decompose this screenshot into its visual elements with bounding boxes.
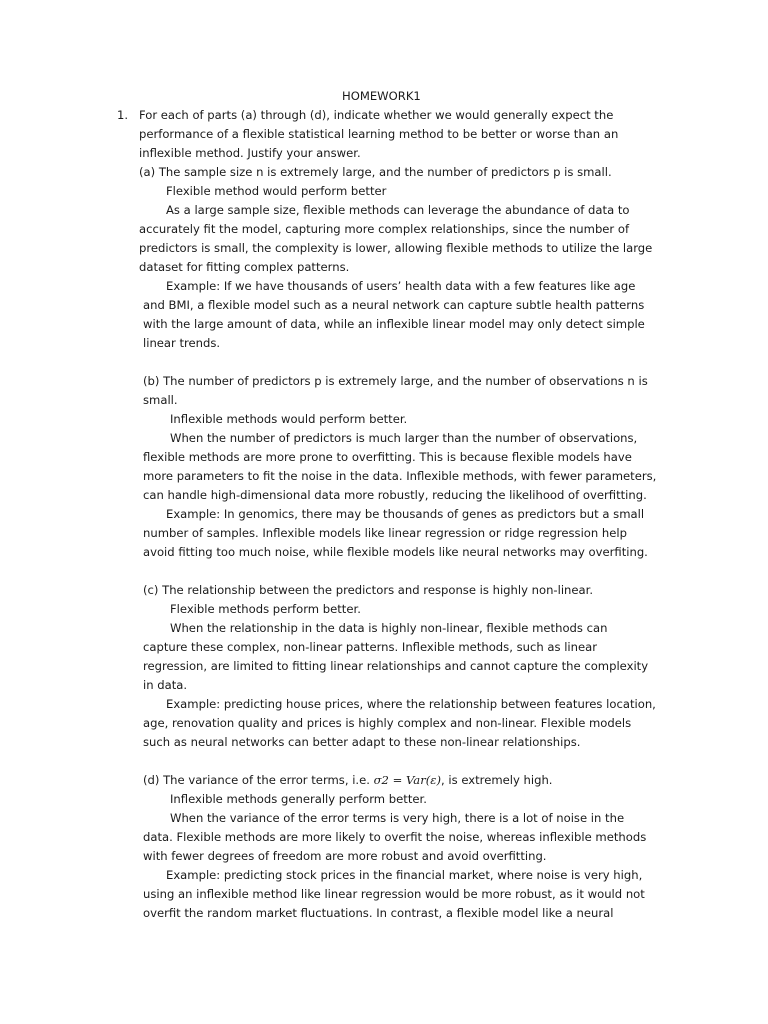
text-line: Example: predicting stock prices in the financial market, where noise is very high, — [166, 868, 643, 882]
text-line: Example: predicting house prices, where the relationship between features location, — [166, 697, 656, 711]
text-line: Inflexible methods would perform better. — [170, 412, 408, 426]
text-line: inflexible method. Justify your answer. — [139, 146, 361, 160]
text-line: predictors is small, the complexity is lower, allowing flexible methods to utilize the large — [139, 241, 653, 255]
text-line: such as neural networks can better adapt to these non-linear relationships. — [143, 735, 581, 749]
text-line: Example: If we have thousands of users’ health data with a few features like age — [166, 279, 636, 293]
text-line: linear trends. — [143, 336, 221, 350]
text-line: Flexible method would perform better — [166, 184, 387, 198]
text-line: flexible methods are more prone to overfitting. This is because flexible models have — [143, 450, 632, 464]
text-line: and BMI, a flexible model such as a neural network can capture subtle health patterns — [143, 298, 645, 312]
text-line: overfit the random market fluctuations. In contrast, a flexible model like a neural — [143, 906, 614, 920]
text-line: When the relationship in the data is highly non-linear, flexible methods can — [170, 621, 608, 635]
text-run: (d) The variance of the error terms, i.e. — [143, 773, 374, 787]
text-line: capture these complex, non-linear patterns. Inflexible methods, such as linear — [143, 640, 597, 654]
text-line: age, renovation quality and prices is highly complex and non-linear. Flexible models — [143, 716, 632, 730]
text-run: , is extremely high. — [441, 773, 553, 787]
text-line: avoid fitting too much noise, while flexible models like neural networks may overfiting. — [143, 545, 648, 559]
question-number: 1. — [117, 108, 129, 122]
text-line: using an inflexible method like linear regression would be more robust, as it would not — [143, 887, 645, 901]
text-line: with the large amount of data, while an inflexible linear model may only detect simple — [143, 317, 645, 331]
text-line: For each of parts (a) through (d), indicate whether we would generally expect the — [139, 108, 614, 122]
text-line: When the variance of the error terms is very high, there is a lot of noise in the — [170, 811, 625, 825]
part-b-heading: (b) The number of predictors p is extremely large, and the number of observations n is — [143, 374, 648, 388]
variance-formula: σ2 = Var(ε) — [373, 773, 442, 787]
text-line: As a large sample size, flexible methods can leverage the abundance of data to — [166, 203, 630, 217]
text-line: Example: In genomics, there may be thousands of genes as predictors but a small — [166, 507, 645, 521]
text-line: regression, are limited to fitting linear relationships and cannot capture the complexity — [143, 659, 649, 673]
document-title: HOMEWORK1 — [342, 89, 421, 103]
text-line: number of samples. Inflexible models like linear regression or ridge regression help — [143, 526, 627, 540]
text-line: dataset for fitting complex patterns. — [139, 260, 350, 274]
text-line: performance of a flexible statistical learning method to be better or worse than an — [139, 127, 619, 141]
text-line: small. — [143, 393, 178, 407]
text-line: can handle high-dimensional data more robustly, reducing the likelihood of overfitting. — [143, 488, 647, 502]
text-line: Inflexible methods generally perform better. — [170, 792, 427, 806]
part-c-heading: (c) The relationship between the predictors and response is highly non-linear. — [143, 583, 594, 597]
text-line: accurately fit the model, capturing more complex relationships, since the number of — [139, 222, 630, 236]
text-line: more parameters to fit the noise in the data. Inflexible methods, with fewer parameters, — [143, 469, 657, 483]
text-line: data. Flexible methods are more likely to overfit the noise, whereas inflexible methods — [143, 830, 647, 844]
part-a-heading: (a) The sample size n is extremely large, and the number of predictors p is small. — [139, 165, 612, 179]
text-line: in data. — [143, 678, 188, 692]
part-d-heading — [143, 772, 553, 788]
text-line: When the number of predictors is much larger than the number of observations, — [170, 431, 638, 445]
text-line: with fewer degrees of freedom are more robust and avoid overfitting. — [143, 849, 547, 863]
text-line: Flexible methods perform better. — [170, 602, 361, 616]
